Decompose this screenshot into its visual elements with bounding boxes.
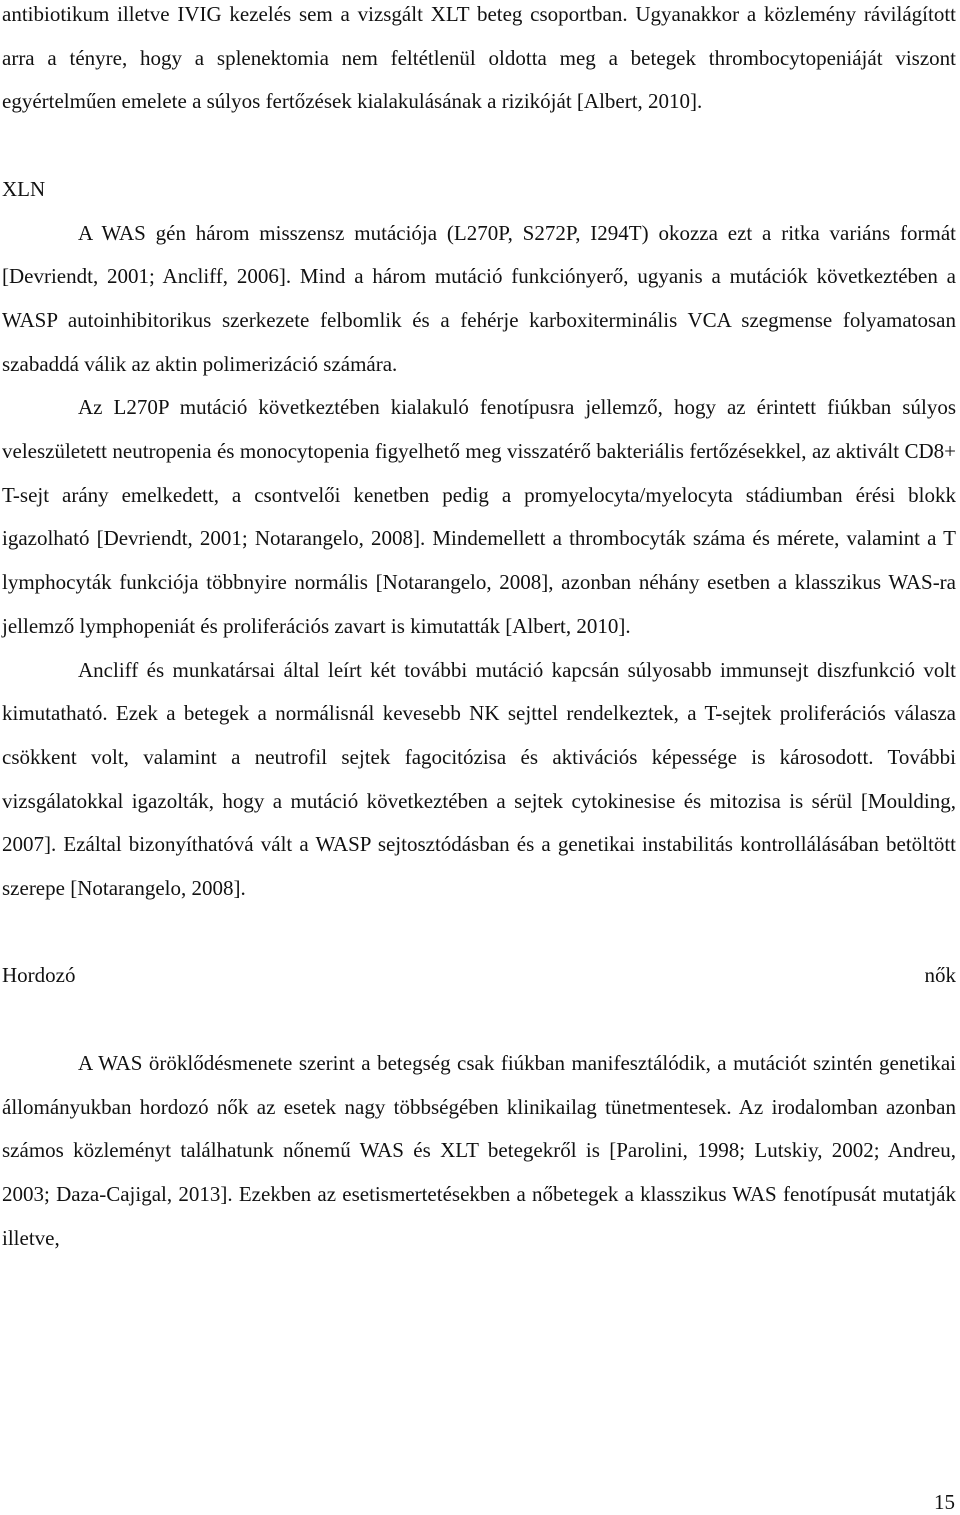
section-heading-carriers: Hordozó nők xyxy=(2,963,956,988)
spacer xyxy=(2,911,956,955)
paragraph-l270p-phenotype: Az L270P mutáció következtében kialakuló fenotípusra jellemző, hogy az érintett fiúkban súlyos veleszületett neutropenia és monocytopenia figyelhető meg visszatérő bakteriális fertőzésekkel, az aktivált CD8+ T-sejt arány emelkedett, a csontvelői kenetben pedig a promyelocyta/myelocyta stádiumban érési blokk igazolható [Devriendt, 2001; Notarangelo, 2008]. Mindemellett a thrombocyták száma és mérete, valamint a T lymphocyták funkciója többnyire normális [Notarangelo, 2008], azonban néhány esetben a klasszikus WAS-ra jellemző lymphopeniát és proliferációs zavart is kimutatták [Albert, 2010]. xyxy=(2,395,956,638)
section-heading-xln: XLN xyxy=(2,176,46,201)
paragraph-continuation: antibiotikum illetve IVIG kezelés sem a vizsgált XLT beteg csoportban. Ugyanakkor a közlemény rávilágított arra a tényre, hogy a splenektomia nem feltétlenül oldotta meg a betegek thrombocytopeniáját viszont egyértelműen emelete a súlyos fertőzések kialakulásának a rizikóját [Albert, 2010]. xyxy=(2,2,956,114)
page-number: 15 xyxy=(934,1490,955,1514)
spacer xyxy=(2,998,956,1042)
paragraph-was-inheritance: A WAS öröklődésmenete szerint a betegség csak fiúkban manifesztálódik, a mutációt szintén genetikai állományukban hordozó nők az esetek nagy többségében klinikailag tünetmentesek. Az irodalomban azonban számos közleményt találhatunk nőnemű WAS és XLT betegekről is [Parolini, 1998; Lutskiy, 2002; Andreu, 2003; Daza-Cajigal, 2013]. Ezekben az esetismertetésekben a nőbetegek a klasszikus WAS fenotípusát mutatják illetve, xyxy=(2,1050,956,1250)
document-page xyxy=(2,0,956,1260)
spacer xyxy=(2,124,956,168)
paragraph-ancliff-mutations: Ancliff és munkatársai által leírt két további mutáció kapcsán súlyosabb immunsejt diszfunkció volt kimutatható. Ezek a betegek a normálisnál kevesebb NK sejttel rendelkeztek, a T-sejtek proliferációs válasza csökkent volt, valamint a neutrofil sejtek fagocitózisa és aktivációs képessége is károsodott. További vizsgálatokkal igazolták, hogy a mutáció következtében a sejtek cytokinesise és mitozisa is sérül [Moulding, 2007]. Ezáltal bizonyíthatóvá vált a WASP sejtosztódásban és a genetikai instabilitás kontrollálásában betöltött szerepe [Notarangelo, 2008]. xyxy=(2,657,956,901)
paragraph-xln-mutations: A WAS gén három misszensz mutációja (L270P, S272P, I294T) okozza ezt a ritka variáns formát [Devriendt, 2001; Ancliff, 2006]. Mind a három mutáció funkciónyerő, ugyanis a mutációk következtében a WASP autoinhibitorikus szerkezete felbomlik és a fehérje karboxiterminális VCA szegmense folyamatosan szabaddá válik az aktin polimerizáció számára. xyxy=(2,220,956,376)
